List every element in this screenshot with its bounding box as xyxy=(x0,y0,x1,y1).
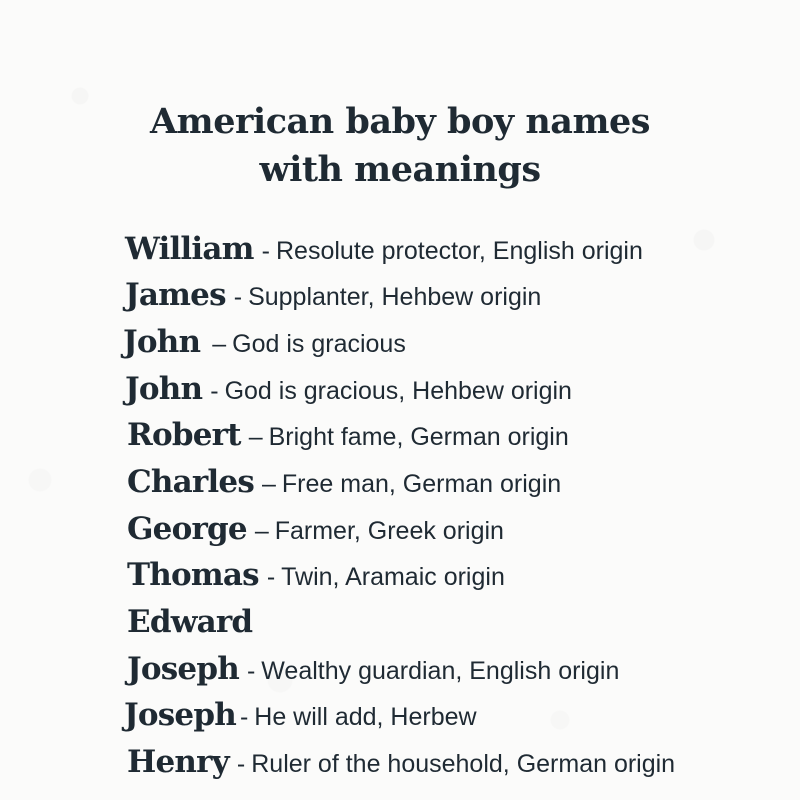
list-item xyxy=(125,226,643,272)
list-item xyxy=(127,646,619,692)
name-meaning: God is gracious xyxy=(232,330,406,358)
separator: - xyxy=(233,283,243,311)
name-meaning: Ruler of the household, German origin xyxy=(251,750,676,778)
list-item xyxy=(127,552,505,598)
separator: – xyxy=(248,423,263,451)
baby-name: Thomas xyxy=(127,557,259,593)
page-title xyxy=(0,98,800,194)
baby-name: John xyxy=(125,371,203,407)
separator: - xyxy=(210,377,219,405)
name-meaning: He will add, Herbew xyxy=(254,703,477,731)
separator: - xyxy=(261,237,270,265)
name-meaning: Supplanter, Hehbew origin xyxy=(248,283,542,311)
title-line-2: with meanings xyxy=(259,149,541,190)
separator: - xyxy=(246,657,256,685)
name-meaning: Free man, German origin xyxy=(281,470,562,498)
separator: – xyxy=(254,517,269,545)
title-line-1: American baby boy names xyxy=(150,101,650,142)
baby-name: James xyxy=(125,277,226,313)
baby-name: Edward xyxy=(127,604,253,640)
separator: – xyxy=(212,330,227,358)
baby-name: Joseph xyxy=(127,651,239,687)
list-item xyxy=(124,692,477,738)
name-meaning: Resolute protector, English origin xyxy=(276,237,643,265)
separator: - xyxy=(236,750,246,778)
list-item xyxy=(127,412,569,458)
list-item xyxy=(127,506,504,552)
baby-name: Henry xyxy=(127,744,229,780)
name-meaning: Bright fame, German origin xyxy=(268,423,569,451)
separator: – xyxy=(261,470,276,498)
separator: - xyxy=(266,563,276,591)
list-item xyxy=(127,599,266,645)
name-meaning: Farmer, Greek origin xyxy=(274,517,504,545)
name-meaning: God is gracious, Hehbew origin xyxy=(224,377,572,405)
baby-name: John xyxy=(123,324,201,360)
baby-name: Robert xyxy=(127,417,241,453)
separator: - xyxy=(239,703,249,731)
list-item xyxy=(127,459,561,505)
list-item xyxy=(125,272,541,318)
name-meaning: Twin, Aramaic origin xyxy=(281,563,505,591)
baby-name: Charles xyxy=(127,464,254,500)
baby-name: William xyxy=(125,231,254,267)
list-item xyxy=(125,366,572,412)
list-item xyxy=(127,739,675,785)
baby-name: Joseph xyxy=(124,697,236,733)
list-item xyxy=(123,319,406,365)
name-meaning: Wealthy guardian, English origin xyxy=(261,657,620,685)
baby-name: George xyxy=(127,511,247,547)
